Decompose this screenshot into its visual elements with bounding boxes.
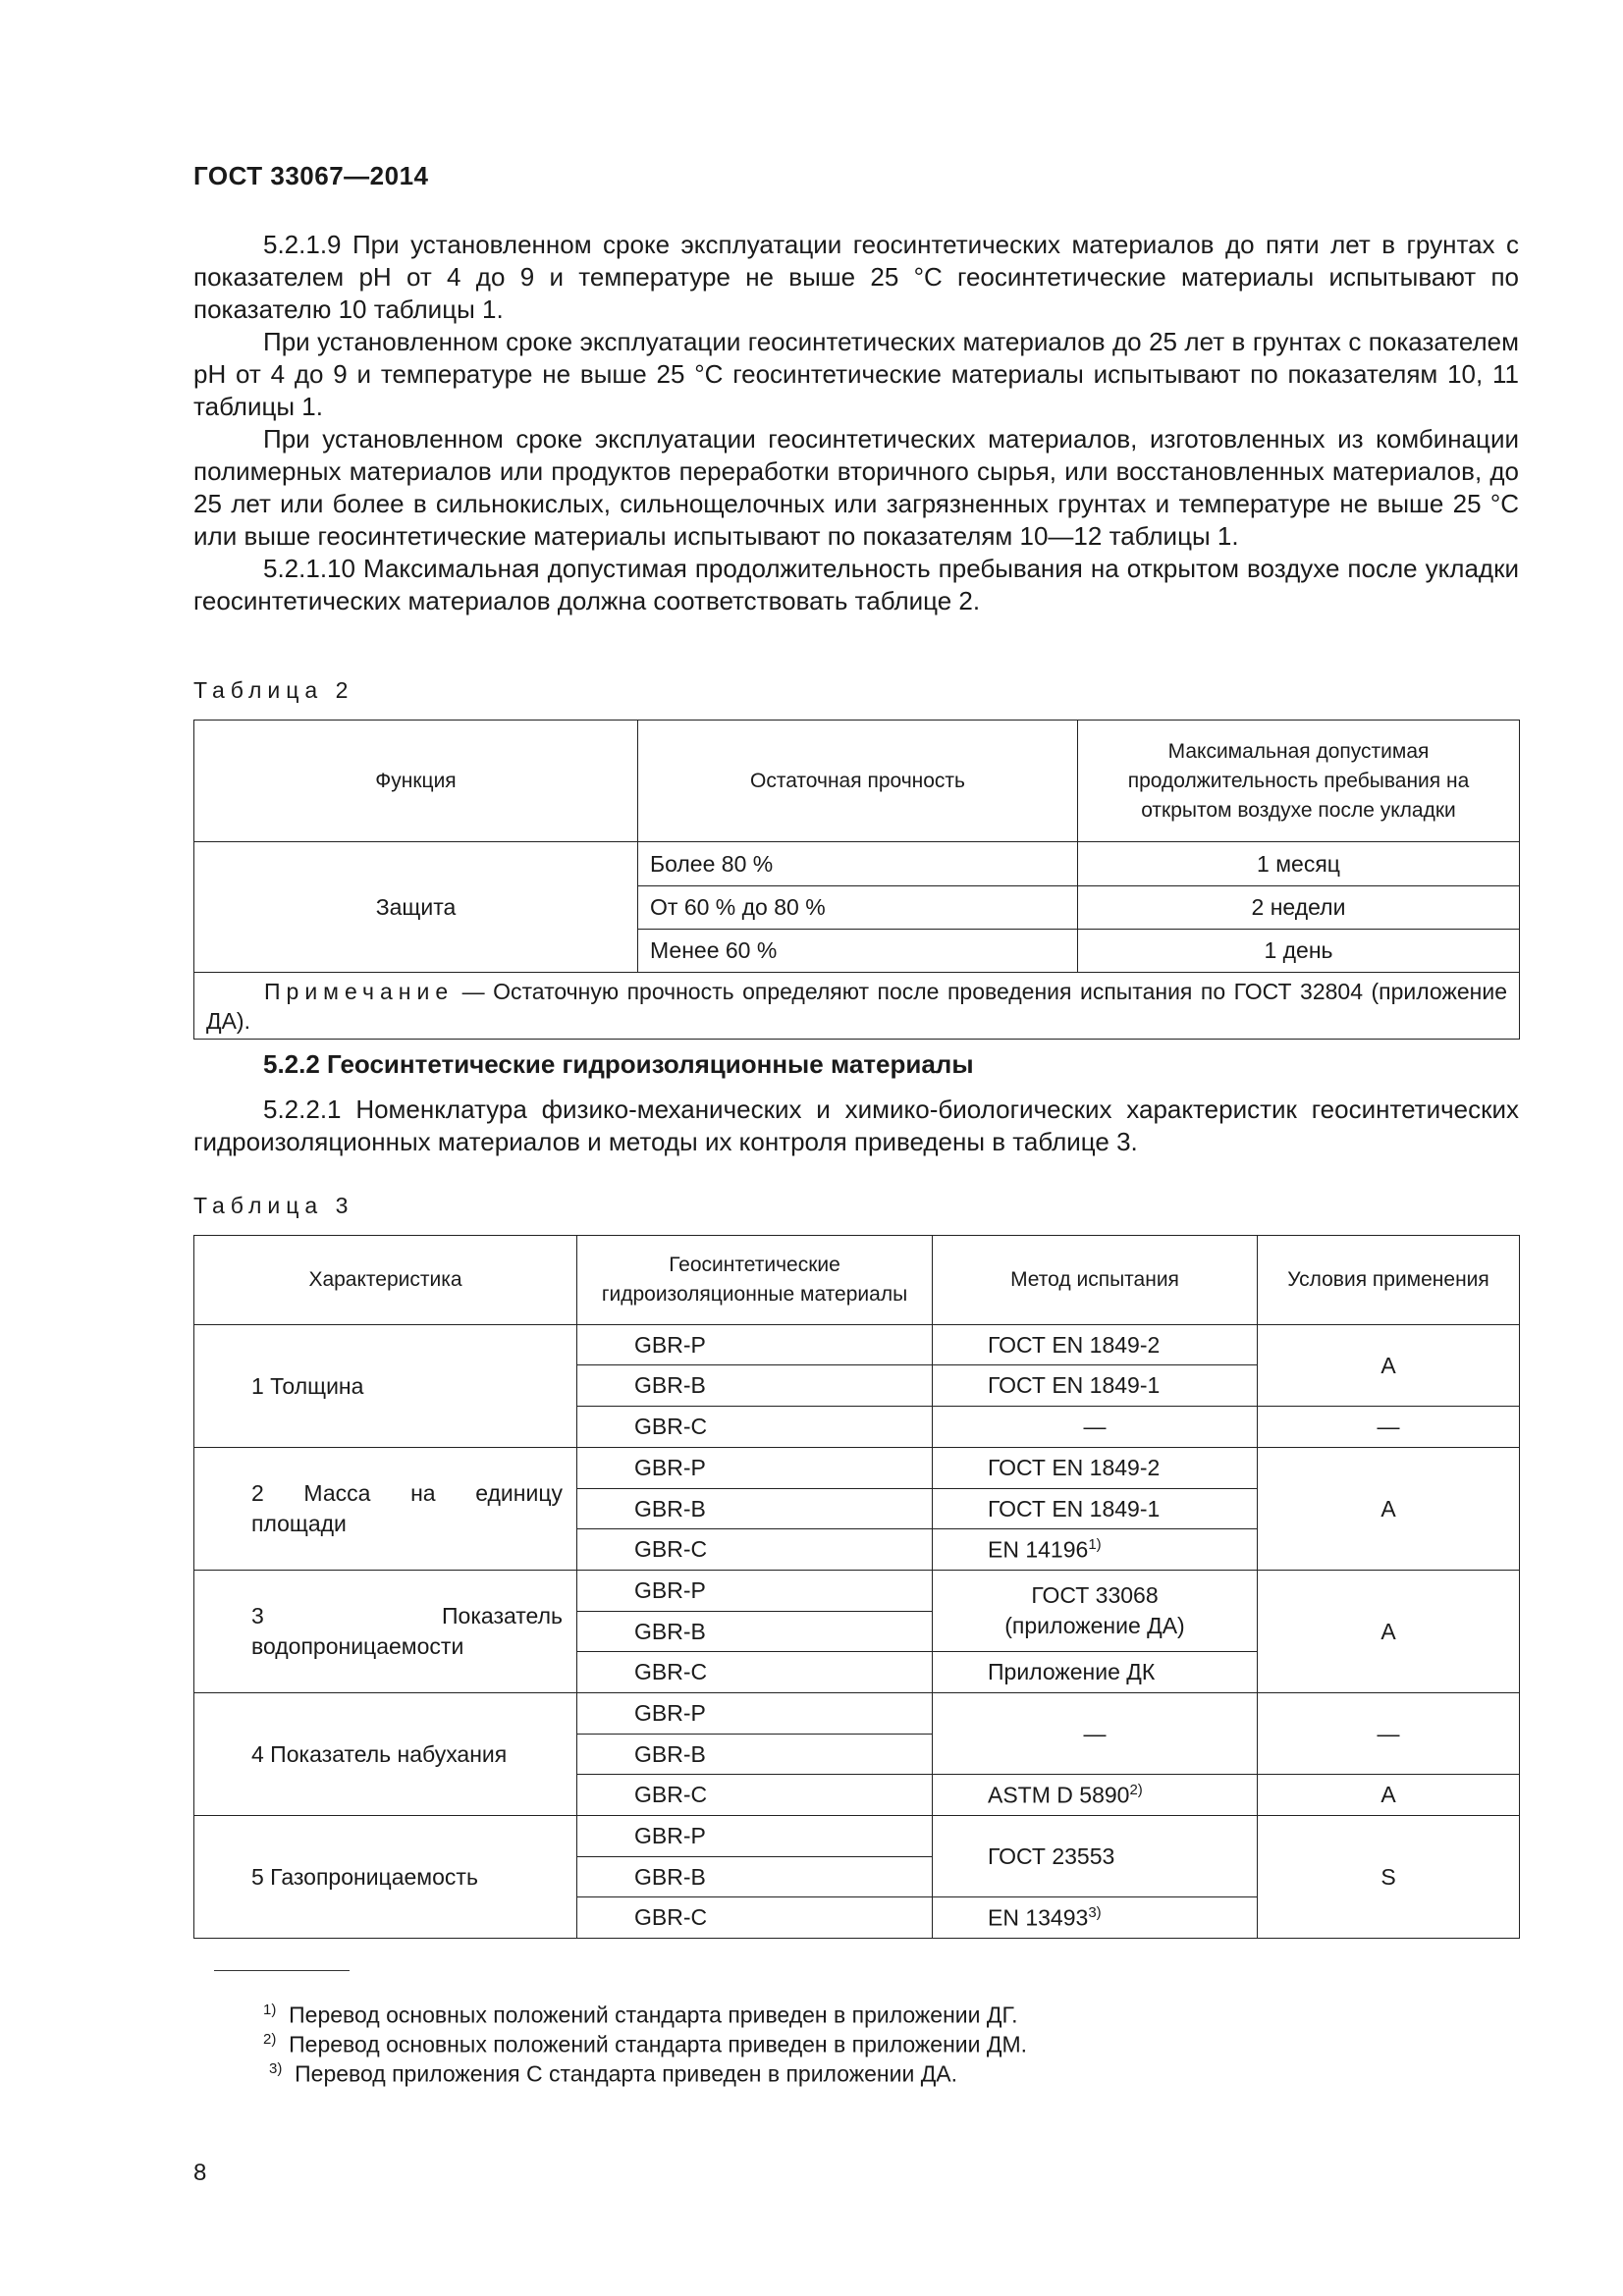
footnote-mark: 2) [263, 2031, 277, 2048]
page-number: 8 [193, 2160, 207, 2186]
table-3 [193, 1235, 1520, 1939]
footnote-ref-3: 3) [1088, 1903, 1102, 1921]
footnote-ref-1: 1) [1088, 1535, 1102, 1553]
table3-material-cell: GBR-P [577, 1816, 933, 1857]
table3-header-conditions: Условия применения [1258, 1236, 1520, 1325]
table3-method-text: ASTM D 5890 [988, 1782, 1130, 1808]
section-5-2-2-heading: 5.2.2 Геосинтетические гидроизоляционные материалы [263, 1049, 974, 1079]
footnote-text: Перевод основных положений стандарта приведен в приложении ДМ. [289, 2031, 1028, 2057]
table3-characteristic-cell: 4 Показатель набухания [194, 1693, 577, 1816]
table3-method-cell [933, 1529, 1258, 1571]
paragraph-combination: При установленном сроке эксплуатации геосинтетических материалов, изготовленных из комбинации полимерных материалов или продуктов переработки вторичного сырья, или восстановленных материалов, до 25 лет или более в сильнокислых, сильнощелочных или загрязненных грунтах и температуре не выше 25 °С или выше геосинтетические материалы испытывают по показателям 10—12 таблицы 1. [193, 424, 1519, 551]
table3-material-cell: GBR-B [577, 1735, 933, 1775]
table3-method-text: EN 13493 [988, 1904, 1089, 1931]
table2-strength-cell: Более 80 % [638, 842, 1078, 886]
paragraph-5-2-1-9: 5.2.1.9 При установленном сроке эксплуатации геосинтетических материалов до пяти лет в грунтах с показателем pH от 4 до 9 и температуре не выше 25 °С геосинтетические материалы испытывают по показателю 10 таблицы 1. [193, 230, 1519, 324]
table3-condition-cell: — [1258, 1693, 1520, 1775]
table3-method-cell: ГОСТ 33068 (приложение ДА) [933, 1571, 1258, 1652]
table3-material-cell: GBR-P [577, 1571, 933, 1612]
table3-material-cell: GBR-C [577, 1775, 933, 1816]
table2-duration-cell: 2 недели [1078, 886, 1520, 930]
footnote-mark: 3) [269, 2060, 283, 2077]
table2-duration-cell: 1 день [1078, 930, 1520, 973]
table3-method-cell: Приложение ДК [933, 1652, 1258, 1693]
table2-strength-cell: Менее 60 % [638, 930, 1078, 973]
table3-method-cell: — [933, 1693, 1258, 1775]
document-header: ГОСТ 33067—2014 [193, 161, 429, 190]
table3-characteristic-cell: 1 Толщина [194, 1325, 577, 1448]
table3-header-method: Метод испытания [933, 1236, 1258, 1325]
table-2 [193, 720, 1520, 1040]
table3-method-cell: ГОСТ EN 1849-1 [933, 1365, 1258, 1407]
table2-strength-cell: От 60 % до 80 % [638, 886, 1078, 930]
table3-method-cell [933, 1775, 1258, 1816]
footnote-mark: 1) [263, 2002, 277, 2018]
table3-caption: Таблица 3 [193, 1193, 354, 1218]
table2-function-cell: Защита [194, 842, 638, 973]
table3-condition-cell: A [1258, 1325, 1520, 1407]
table3-characteristic-cell: 2 Масса на единицу площади [194, 1448, 577, 1571]
table2-header-function: Функция [194, 721, 638, 842]
table3-material-cell: GBR-P [577, 1325, 933, 1365]
table3-condition-cell: A [1258, 1571, 1520, 1693]
table3-header-characteristic: Характеристика [194, 1236, 577, 1325]
table3-material-cell: GBR-B [577, 1489, 933, 1529]
table2-header-strength: Остаточная прочность [638, 721, 1078, 842]
footnote-separator [214, 1970, 350, 1971]
table3-condition-cell: S [1258, 1816, 1520, 1939]
table3-material-cell: GBR-P [577, 1448, 933, 1489]
footnote-text: Перевод основных положений стандарта приведен в приложении ДГ. [289, 2002, 1018, 2028]
table3-condition-cell: — [1258, 1407, 1520, 1448]
table2-note [194, 973, 1520, 1040]
table3-method-cell: — [933, 1407, 1258, 1448]
table3-method-cell: ГОСТ EN 1849-2 [933, 1448, 1258, 1489]
table3-material-cell: GBR-B [577, 1612, 933, 1652]
section-5-2-2-text [193, 1094, 1519, 1158]
table3-material-cell: GBR-B [577, 1365, 933, 1407]
table3-header-materials: Геосинтетические гидроизоляционные материалы [577, 1236, 933, 1325]
table3-material-cell: GBR-C [577, 1897, 933, 1939]
footnote-3 [269, 2056, 957, 2088]
table3-material-cell: GBR-C [577, 1529, 933, 1571]
table3-condition-cell: A [1258, 1448, 1520, 1571]
table3-method-cell: ГОСТ EN 1849-2 [933, 1325, 1258, 1365]
table2-note-text: — Остаточную прочность определяют после проведения испытания по ГОСТ 32804 (приложение ДА). [206, 978, 1507, 1034]
footnote-2 [263, 2026, 1027, 2058]
table3-condition-cell: A [1258, 1775, 1520, 1816]
table3-material-cell: GBR-C [577, 1407, 933, 1448]
table3-method-cell: ГОСТ EN 1849-1 [933, 1489, 1258, 1529]
footnote-1 [263, 1997, 1018, 2029]
table3-method-cell [933, 1897, 1258, 1939]
paragraph-5-2-1-10: 5.2.1.10 Максимальная допустимая продолжительность пребывания на открытом воздухе после укладки геосинтетических материалов должна соответствовать таблице 2. [193, 554, 1519, 615]
section-5-2-1-text [193, 229, 1519, 617]
footnote-text: Перевод приложения С стандарта приведен в приложении ДА. [295, 2060, 958, 2087]
table2-header-duration: Максимальная допустимая продолжительность пребывания на открытом воздухе после укладки [1078, 721, 1520, 842]
table3-method-cell: ГОСТ 23553 [933, 1816, 1258, 1897]
table3-characteristic-cell: 5 Газопроницаемость [194, 1816, 577, 1939]
table3-characteristic-cell: 3 Показатель водопроницаемости [194, 1571, 577, 1693]
paragraph-5-2-2-1: 5.2.2.1 Номенклатура физико-механических и химико-биологических характеристик геосинтетических гидроизоляционных материалов и методы их контроля приведены в таблице 3. [193, 1095, 1519, 1156]
table2-note-label: Примечание [264, 978, 455, 1004]
table3-material-cell: GBR-P [577, 1693, 933, 1735]
footnote-ref-2: 2) [1129, 1781, 1143, 1798]
table3-method-text: EN 14196 [988, 1536, 1089, 1563]
table3-material-cell: GBR-C [577, 1652, 933, 1693]
paragraph-25-years: При установленном сроке эксплуатации геосинтетических материалов до 25 лет в грунтах с показателем pH от 4 до 9 и температуре не выше 25 °С геосинтетические материалы испытывают по показателям 10, 11 таблицы 1. [193, 327, 1519, 421]
table2-caption: Таблица 2 [193, 677, 354, 703]
table2-duration-cell: 1 месяц [1078, 842, 1520, 886]
table3-material-cell: GBR-B [577, 1857, 933, 1897]
